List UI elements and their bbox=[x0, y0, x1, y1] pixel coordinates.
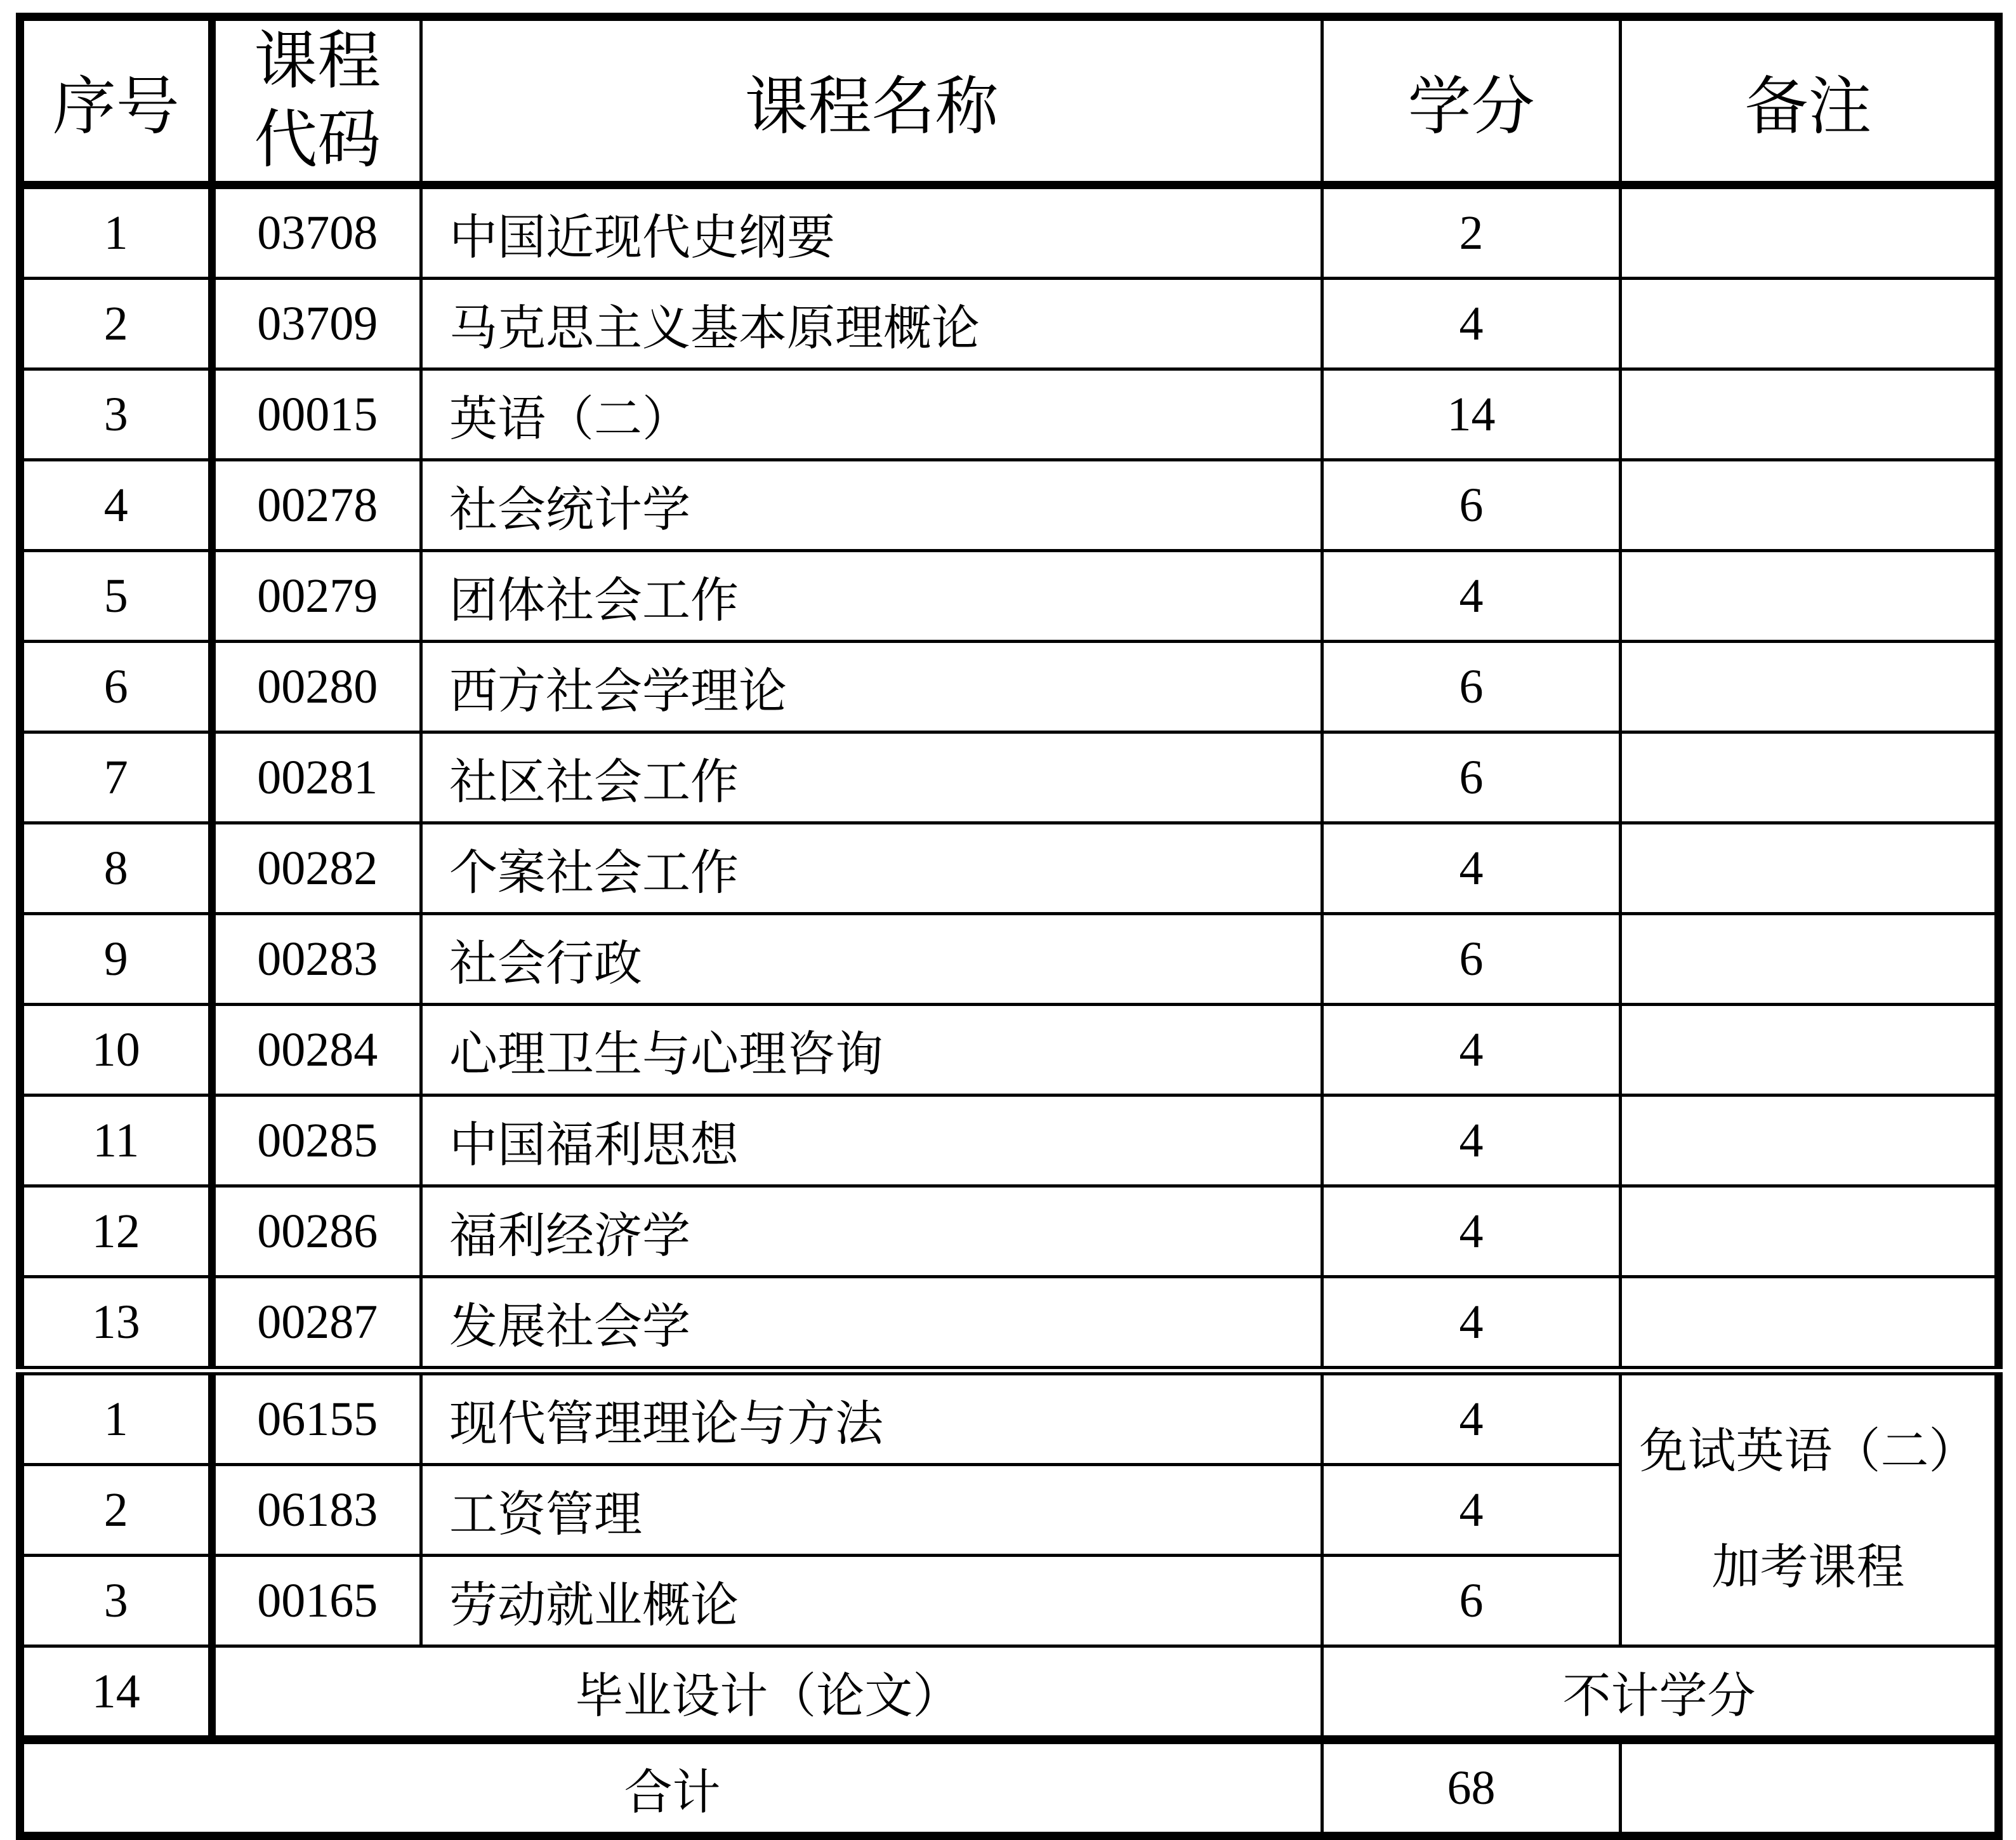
header-course-code bbox=[212, 17, 421, 185]
row-number: 1 bbox=[20, 1371, 212, 1465]
header-row bbox=[20, 17, 1999, 185]
course-remark bbox=[1621, 460, 1999, 551]
course-credits: 4 bbox=[1322, 551, 1621, 642]
course-code: 06155 bbox=[212, 1371, 421, 1465]
extra-remark-line1: 免试英语（二） bbox=[1639, 1424, 1977, 1478]
course-code: 03708 bbox=[212, 185, 421, 279]
row-number: 13 bbox=[20, 1277, 212, 1371]
course-remark bbox=[1621, 1186, 1999, 1277]
course-credits: 6 bbox=[1322, 460, 1621, 551]
course-code: 03709 bbox=[212, 279, 421, 369]
course-name: 个案社会工作 bbox=[421, 823, 1322, 914]
course-code: 00165 bbox=[212, 1556, 421, 1646]
course-code: 00278 bbox=[212, 460, 421, 551]
course-remark bbox=[1621, 1277, 1999, 1371]
row-number: 12 bbox=[20, 1186, 212, 1277]
course-row bbox=[20, 185, 1999, 279]
row-number: 4 bbox=[20, 460, 212, 551]
course-credits: 6 bbox=[1322, 914, 1621, 1005]
extra-course-row bbox=[20, 1371, 1999, 1465]
course-code: 00287 bbox=[212, 1277, 421, 1371]
thesis-name: 毕业设计（论文） bbox=[212, 1646, 1322, 1740]
course-code: 00280 bbox=[212, 642, 421, 732]
course-remark bbox=[1621, 642, 1999, 732]
course-name: 工资管理 bbox=[421, 1465, 1322, 1556]
thesis-row bbox=[20, 1646, 1999, 1740]
course-code: 00282 bbox=[212, 823, 421, 914]
row-number: 7 bbox=[20, 732, 212, 823]
row-number: 3 bbox=[20, 369, 212, 460]
course-remark bbox=[1621, 1095, 1999, 1186]
course-credits: 2 bbox=[1322, 185, 1621, 279]
row-number: 8 bbox=[20, 823, 212, 914]
course-name: 中国近现代史纲要 bbox=[421, 185, 1322, 279]
extra-courses-remark bbox=[1621, 1371, 1999, 1646]
row-number: 10 bbox=[20, 1005, 212, 1095]
course-name: 西方社会学理论 bbox=[421, 642, 1322, 732]
course-row bbox=[20, 369, 1999, 460]
course-name: 社会统计学 bbox=[421, 460, 1322, 551]
row-number: 2 bbox=[20, 279, 212, 369]
header-course-name: 课程名称 bbox=[421, 17, 1322, 185]
course-remark bbox=[1621, 823, 1999, 914]
row-number: 2 bbox=[20, 1465, 212, 1556]
course-row bbox=[20, 823, 1999, 914]
course-credits: 6 bbox=[1322, 732, 1621, 823]
course-name: 劳动就业概论 bbox=[421, 1556, 1322, 1646]
course-row bbox=[20, 1095, 1999, 1186]
course-row bbox=[20, 732, 1999, 823]
total-row bbox=[20, 1740, 1999, 1836]
thesis-credits-note: 不计学分 bbox=[1322, 1646, 1999, 1740]
course-code: 06183 bbox=[212, 1465, 421, 1556]
course-name: 发展社会学 bbox=[421, 1277, 1322, 1371]
row-number: 11 bbox=[20, 1095, 212, 1186]
course-row bbox=[20, 279, 1999, 369]
course-row bbox=[20, 460, 1999, 551]
course-credits: 4 bbox=[1322, 1277, 1621, 1371]
course-remark bbox=[1621, 914, 1999, 1005]
course-name: 心理卫生与心理咨询 bbox=[421, 1005, 1322, 1095]
total-remark bbox=[1621, 1740, 1999, 1836]
course-credits: 4 bbox=[1322, 823, 1621, 914]
total-credits: 68 bbox=[1322, 1740, 1621, 1836]
course-name: 团体社会工作 bbox=[421, 551, 1322, 642]
course-credits: 6 bbox=[1322, 1556, 1621, 1646]
course-code: 00285 bbox=[212, 1095, 421, 1186]
course-credits: 14 bbox=[1322, 369, 1621, 460]
course-name: 马克思主义基本原理概论 bbox=[421, 279, 1322, 369]
header-remark: 备注 bbox=[1621, 17, 1999, 185]
course-row bbox=[20, 551, 1999, 642]
course-credits: 4 bbox=[1322, 1186, 1621, 1277]
course-name: 社会行政 bbox=[421, 914, 1322, 1005]
course-code: 00015 bbox=[212, 369, 421, 460]
course-credits: 4 bbox=[1322, 1005, 1621, 1095]
course-remark bbox=[1621, 185, 1999, 279]
course-row bbox=[20, 1277, 1999, 1371]
course-remark bbox=[1621, 279, 1999, 369]
course-row bbox=[20, 1186, 1999, 1277]
course-credits: 4 bbox=[1322, 279, 1621, 369]
course-row bbox=[20, 642, 1999, 732]
course-name: 社区社会工作 bbox=[421, 732, 1322, 823]
row-number: 5 bbox=[20, 551, 212, 642]
header-credits: 学分 bbox=[1322, 17, 1621, 185]
course-code: 00283 bbox=[212, 914, 421, 1005]
course-credits: 4 bbox=[1322, 1465, 1621, 1556]
row-number: 1 bbox=[20, 185, 212, 279]
course-row bbox=[20, 1005, 1999, 1095]
header-index: 序号 bbox=[20, 17, 212, 185]
course-name: 英语（二） bbox=[421, 369, 1322, 460]
row-number: 14 bbox=[20, 1646, 212, 1740]
course-remark bbox=[1621, 1005, 1999, 1095]
header-course-code-line1: 课程 bbox=[254, 26, 381, 96]
course-code: 00279 bbox=[212, 551, 421, 642]
row-number: 6 bbox=[20, 642, 212, 732]
course-code: 00284 bbox=[212, 1005, 421, 1095]
course-credits: 4 bbox=[1322, 1095, 1621, 1186]
course-credits: 4 bbox=[1322, 1371, 1621, 1465]
course-remark bbox=[1621, 551, 1999, 642]
course-name: 现代管理理论与方法 bbox=[421, 1371, 1322, 1465]
course-code: 00286 bbox=[212, 1186, 421, 1277]
extra-remark-line2: 加考课程 bbox=[1711, 1541, 1905, 1594]
course-credits: 6 bbox=[1322, 642, 1621, 732]
header-course-code-line2: 代码 bbox=[254, 105, 381, 175]
course-code: 00281 bbox=[212, 732, 421, 823]
row-number: 9 bbox=[20, 914, 212, 1005]
course-name: 福利经济学 bbox=[421, 1186, 1322, 1277]
total-label: 合计 bbox=[20, 1740, 1322, 1836]
course-remark bbox=[1621, 369, 1999, 460]
course-name: 中国福利思想 bbox=[421, 1095, 1322, 1186]
row-number: 3 bbox=[20, 1556, 212, 1646]
course-remark bbox=[1621, 732, 1999, 823]
course-table bbox=[16, 13, 2003, 1840]
course-row bbox=[20, 914, 1999, 1005]
